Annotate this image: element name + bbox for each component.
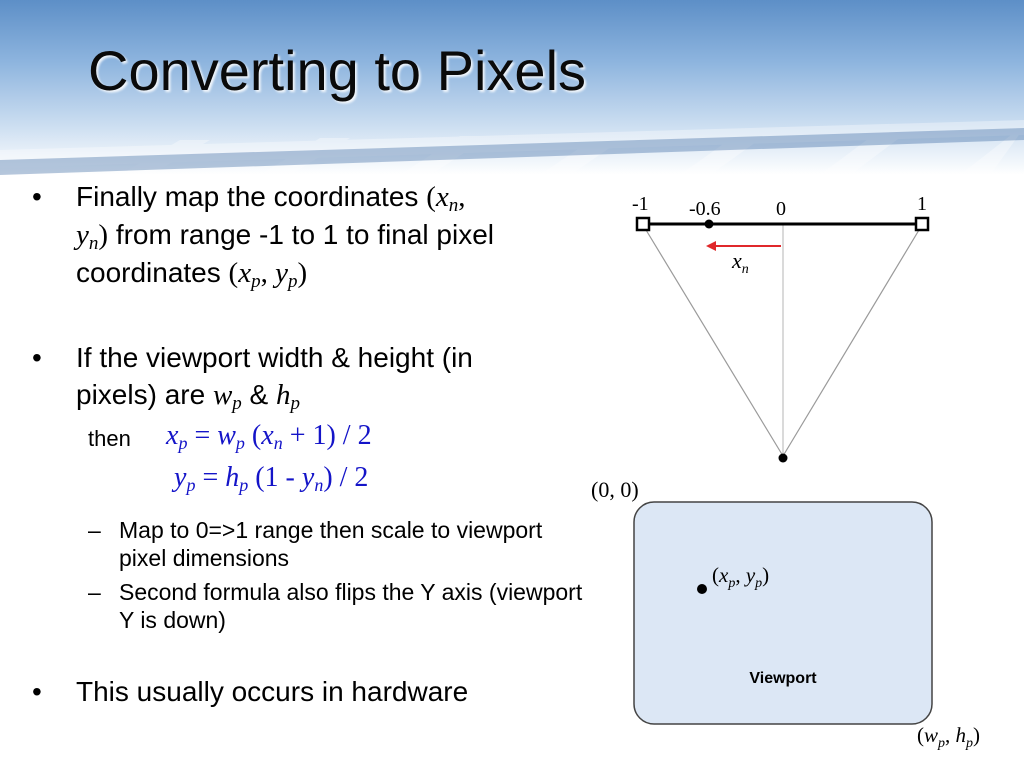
dash-marker: –	[88, 517, 101, 543]
formula-part: + 1) / 2	[282, 420, 372, 451]
paren-open: (	[426, 181, 436, 213]
formula-var: y	[301, 462, 315, 493]
tick-1: 1	[917, 193, 927, 215]
bullet-marker: •	[32, 342, 42, 373]
formula-var: x	[166, 420, 179, 451]
endpoint-right-marker	[916, 218, 928, 230]
tick-minus1: -1	[632, 193, 649, 215]
bullet-2-line1: If the viewport width & height (in	[76, 342, 473, 373]
comma: ,	[458, 181, 466, 213]
sub-n: n	[88, 233, 99, 254]
formula-sub: p	[235, 433, 245, 453]
slide-title: Converting to Pixels	[88, 39, 587, 102]
frustum-left-line	[643, 225, 783, 456]
eye-point	[779, 454, 788, 463]
pixel-point-label: ($x_p$, $y_p$)	[712, 563, 770, 591]
formula-var: y	[174, 462, 187, 493]
point-minus06	[705, 220, 714, 229]
sub-item-text: Map to 0=>1 range then scale to viewport pixel dimensions	[119, 517, 543, 571]
viewport-rect	[634, 502, 932, 724]
formula-sub: p	[239, 475, 249, 495]
sub-p: p	[290, 393, 301, 414]
bullet-1-line1: Finally map the coordinates	[76, 181, 427, 212]
formula-sub: n	[314, 475, 324, 495]
sub-item-text: Second formula also flips the Y axis (viewport Y is down)	[119, 579, 583, 633]
pixel-point	[697, 584, 707, 594]
bullet-marker: •	[32, 181, 42, 212]
formula-part: (	[244, 420, 262, 451]
sub-p: p	[251, 271, 261, 292]
ampersand: &	[241, 379, 277, 410]
xn-label: $x_n$	[732, 248, 749, 277]
paren-close: )	[297, 257, 308, 289]
bullet-1-line3: coordinates	[76, 257, 229, 288]
formula-sub: n	[273, 433, 283, 453]
endpoint-left-marker	[637, 218, 649, 230]
formula-var: w	[217, 420, 236, 451]
formula-sub: p	[186, 475, 196, 495]
tick-0: 0	[776, 198, 786, 220]
var-y: y	[76, 219, 89, 251]
then-label: then	[88, 426, 131, 451]
comma: ,	[260, 257, 276, 289]
origin-label: (0, 0)	[591, 477, 639, 502]
var-x: x	[435, 181, 449, 213]
sub-p: p	[232, 393, 242, 414]
var-h: h	[276, 379, 291, 411]
formula-part: (1 -	[248, 462, 302, 493]
paren-close: )	[98, 219, 109, 251]
viewport-label: Viewport	[749, 670, 817, 687]
formula-eq: =	[187, 420, 218, 451]
var-y: y	[275, 257, 288, 289]
bullet-3-text: This usually occurs in hardware	[76, 676, 469, 707]
var-x: x	[238, 257, 252, 289]
bullet-marker: •	[32, 676, 42, 707]
formula-var: x	[261, 420, 274, 451]
frustum-right-line	[783, 225, 922, 456]
sub-p: p	[287, 271, 298, 292]
dash-marker: –	[88, 579, 101, 605]
var-w: w	[212, 379, 233, 411]
paren-open: (	[228, 257, 239, 289]
formula-var: h	[225, 462, 240, 493]
xn-arrow-head	[706, 241, 716, 251]
formula-part: ) / 2	[323, 462, 369, 493]
formula-sub: p	[178, 433, 188, 453]
sub-n: n	[448, 195, 459, 216]
formula-eq: =	[195, 462, 226, 493]
corner-label: ($w_p$, $h_p$)	[917, 723, 981, 751]
bullet-2-line2: pixels) are	[76, 379, 213, 410]
bullet-1-line2: from range -1 to 1 to final pixel	[108, 219, 495, 250]
tick-minus06: -0.6	[689, 198, 721, 220]
